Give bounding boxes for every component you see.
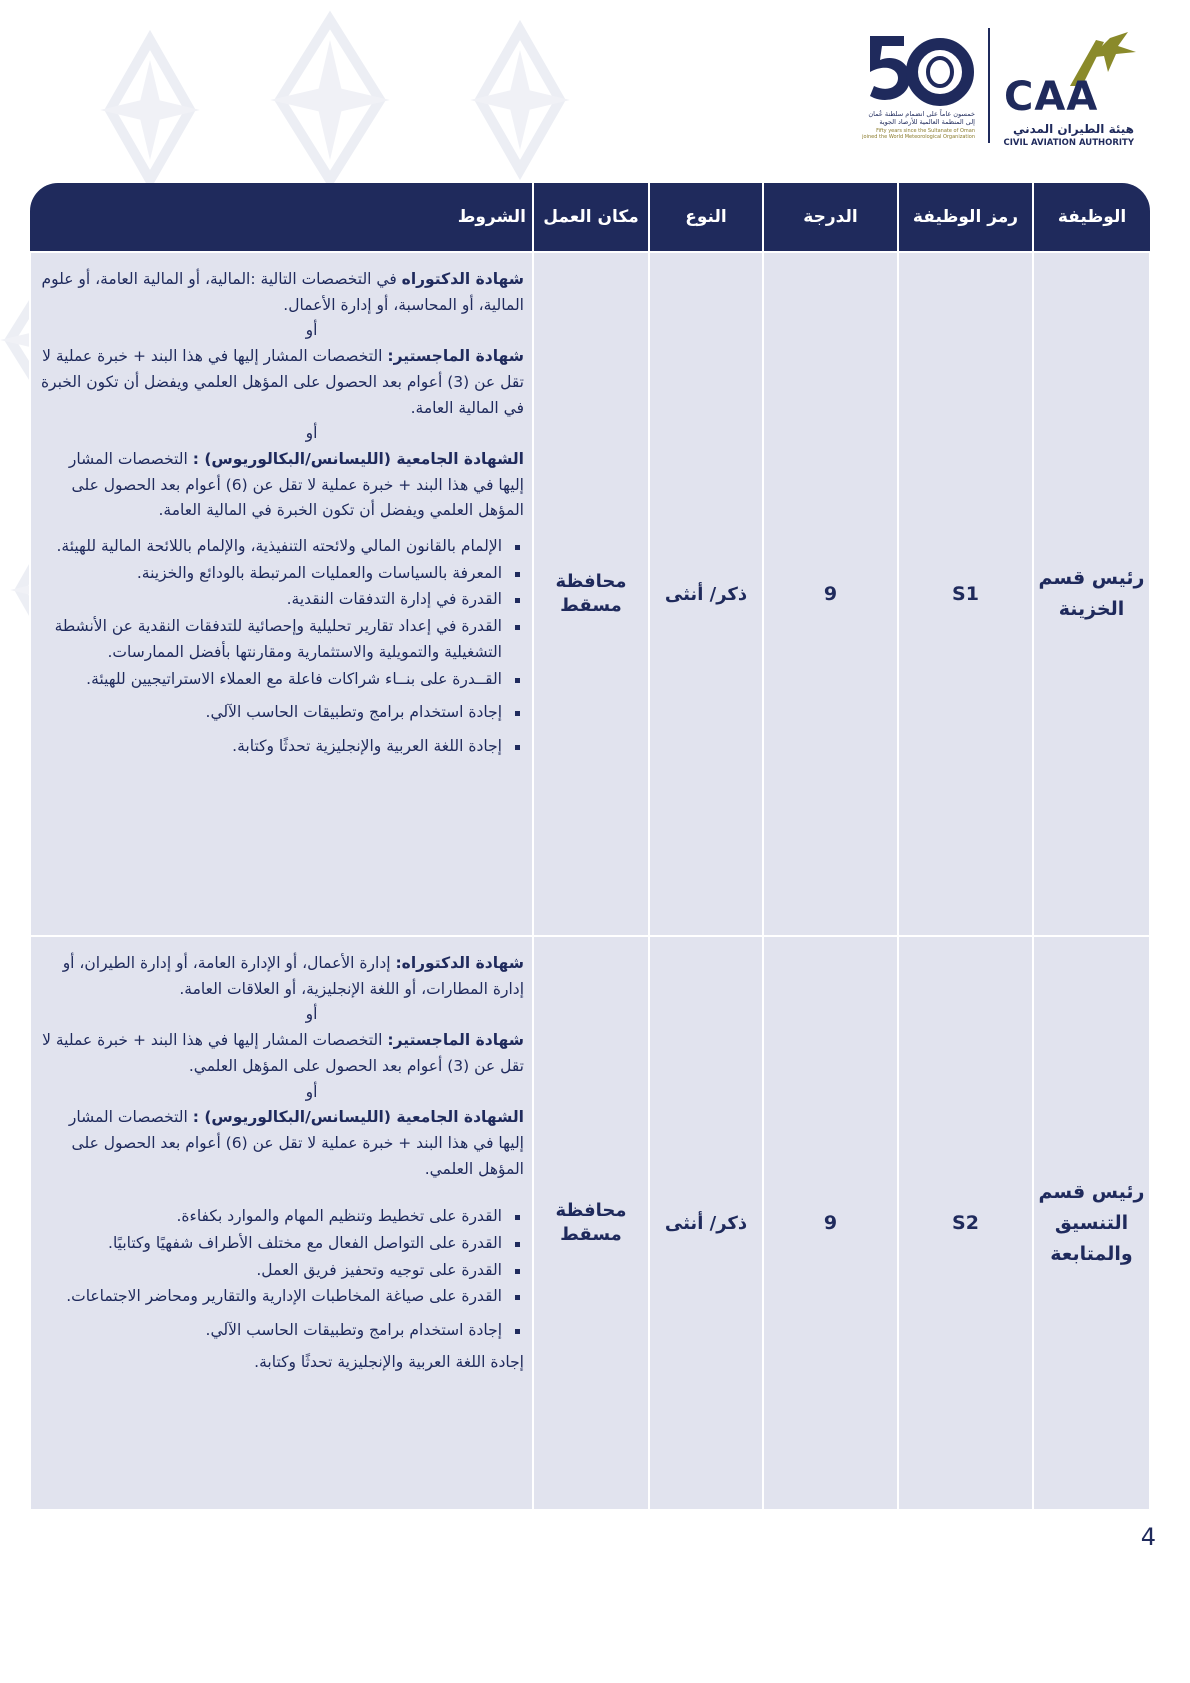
masters-condition xyxy=(39,344,524,421)
header-grade: الدرجة xyxy=(763,183,898,252)
bachelor-text: التخصصات المشار إليها في هذا البند + خبرة عملية لا تقل عن (6) أعوام بعد الحصول على المؤهل العلمي. xyxy=(68,1108,524,1178)
page-number: 4 xyxy=(1140,1523,1156,1551)
table-row xyxy=(30,936,1150,1510)
or-separator: أو xyxy=(305,1082,318,1101)
header-logos xyxy=(830,20,1150,155)
job-code-cell: S2 xyxy=(898,936,1033,1510)
list-item: القدرة على التواصل الفعال مع مختلف الأطراف شفهيًا وكتابيًا. xyxy=(39,1231,502,1257)
conditions-cell xyxy=(30,252,533,936)
list-item: المعرفة بالسياسات والعمليات المرتبطة بالودائع والخزينة. xyxy=(39,561,502,587)
gender-cell: ذكر/ أنثى xyxy=(649,936,763,1510)
place-cell: محافظة مسقط xyxy=(533,936,649,1510)
job-title-cell: رئيس قسم الخزينة xyxy=(1033,252,1150,936)
list-item: إجادة استخدام برامج وتطبيقات الحاسب الآلي. xyxy=(39,1318,502,1344)
bachelor-condition xyxy=(39,1105,524,1182)
header-gender: النوع xyxy=(649,183,763,252)
fifty-emblem-icon xyxy=(860,28,975,108)
list-item: القدرة على توجيه وتحفيز فريق العمل. xyxy=(39,1258,502,1284)
caa-logo xyxy=(1000,28,1140,148)
jobs-table-container xyxy=(29,183,1149,1511)
skills-list xyxy=(39,534,524,760)
language-condition: إجادة اللغة العربية والإنجليزية تحدثًا وكتابة. xyxy=(254,1352,524,1371)
list-item: إجادة استخدام برامج وتطبيقات الحاسب الآلي. xyxy=(39,700,502,726)
or-separator: أو xyxy=(305,1005,318,1024)
list-item: الإلمام بالقانون المالي ولائحته التنفيذية، والإلمام باللائحة المالية للهيئة. xyxy=(39,534,502,560)
bachelor-label: الشهادة الجامعية (الليسانس/البكالوريوس) : xyxy=(192,449,524,468)
list-item: القدرة على صياغة المخاطبات الإدارية والتقارير ومحاضر الاجتماعات. xyxy=(39,1284,502,1310)
or-separator: أو xyxy=(305,424,318,443)
phd-label: شهادة الدكتوراه: xyxy=(395,954,524,972)
list-item: القدرة في إدارة التدفقات النقدية. xyxy=(39,587,502,613)
fifty-arabic-caption: خمسون عاماً على انضمام سلطنة عُمان إلى المنظمة العالمية للأرصاد الجوية xyxy=(868,110,975,126)
job-code-cell: S1 xyxy=(898,252,1033,936)
masters-text: التخصصات المشار إليها في هذا البند + خبرة عملية لا تقل عن (3) أعوام بعد الحصول على المؤهل العلمي ويفضل أن تكون الخبرة في المالية العامة. xyxy=(40,347,524,417)
caa-english-name: CIVIL AVIATION AUTHORITY xyxy=(1003,138,1134,148)
header-place: مكان العمل xyxy=(533,183,649,252)
list-item: القدرة في إعداد تقارير تحليلية وإحصائية للتدفقات النقدية عن الأنشطة التشغيلية والتمويلية والاستثمارية ومقارنتها بأفضل الممارسات. xyxy=(39,614,502,665)
masters-condition xyxy=(39,1028,524,1079)
phd-condition xyxy=(39,951,524,1002)
grade-cell: 9 xyxy=(763,252,898,936)
grade-cell: 9 xyxy=(763,936,898,1510)
bachelor-text: التخصصات المشار إليها في هذا البند + خبرة عملية لا تقل عن (6) أعوام بعد الحصول على المؤهل العلمي ويفضل أن تكون الخبرة في المالية العامة. xyxy=(68,449,524,520)
header-conditions: الشروط xyxy=(30,183,533,252)
phd-text: إدارة الأعمال، أو الإدارة العامة، أو إدارة الطيران، أو إدارة المطارات، أو اللغة الإنجليزية، أو العلاقات العامة. xyxy=(62,954,524,998)
conditions-cell xyxy=(30,936,533,1510)
header-job: الوظيفة xyxy=(1033,183,1150,252)
masters-label: شهادة الماجستير: xyxy=(387,347,524,366)
jobs-table xyxy=(29,183,1151,1511)
table-row xyxy=(30,252,1150,936)
gender-cell: ذكر/ أنثى xyxy=(649,252,763,936)
caa-arabic-name: هيئة الطيران المدني xyxy=(1012,122,1134,136)
place-cell: محافظة مسقط xyxy=(533,252,649,936)
table-header-row xyxy=(30,183,1150,252)
fifty-english-caption: Fifty years since the Sultanate of Oman joined the World Meteorological Organization xyxy=(862,128,975,140)
caa-wordmark: CAA xyxy=(1004,74,1099,120)
skills-list xyxy=(39,1204,524,1344)
bachelor-condition xyxy=(39,447,524,524)
job-title-cell: رئيس قسم التنسيق والمتابعة xyxy=(1033,936,1150,1510)
list-item: إجادة اللغة العربية والإنجليزية تحدثًا وكتابة. xyxy=(39,734,502,760)
list-item: القدرة على تخطيط وتنظيم المهام والموارد بكفاءة. xyxy=(39,1204,502,1230)
phd-text: في التخصصات التالية :المالية، أو المالية العامة، أو علوم المالية، أو المحاسبة، أو إدارة الأعمال. xyxy=(41,270,524,314)
logo-divider xyxy=(988,28,990,143)
or-separator: أو xyxy=(305,321,318,340)
fifty-years-logo xyxy=(860,28,975,148)
header-code: رمز الوظيفة xyxy=(898,183,1033,252)
masters-text: التخصصات المشار إليها في هذا البند + خبرة عملية لا تقل عن (3) أعوام بعد الحصول على المؤهل العلمي. xyxy=(42,1031,524,1075)
phd-label: شهادة الدكتوراه xyxy=(401,270,524,288)
masters-label: شهادة الماجستير: xyxy=(387,1031,524,1050)
list-item: القــدرة على بنــاء شراكات فاعلة مع العملاء الاستراتيجيين للهيئة. xyxy=(39,667,502,693)
bachelor-label: الشهادة الجامعية (الليسانس/البكالوريوس) : xyxy=(192,1108,524,1127)
phd-condition xyxy=(39,267,524,318)
